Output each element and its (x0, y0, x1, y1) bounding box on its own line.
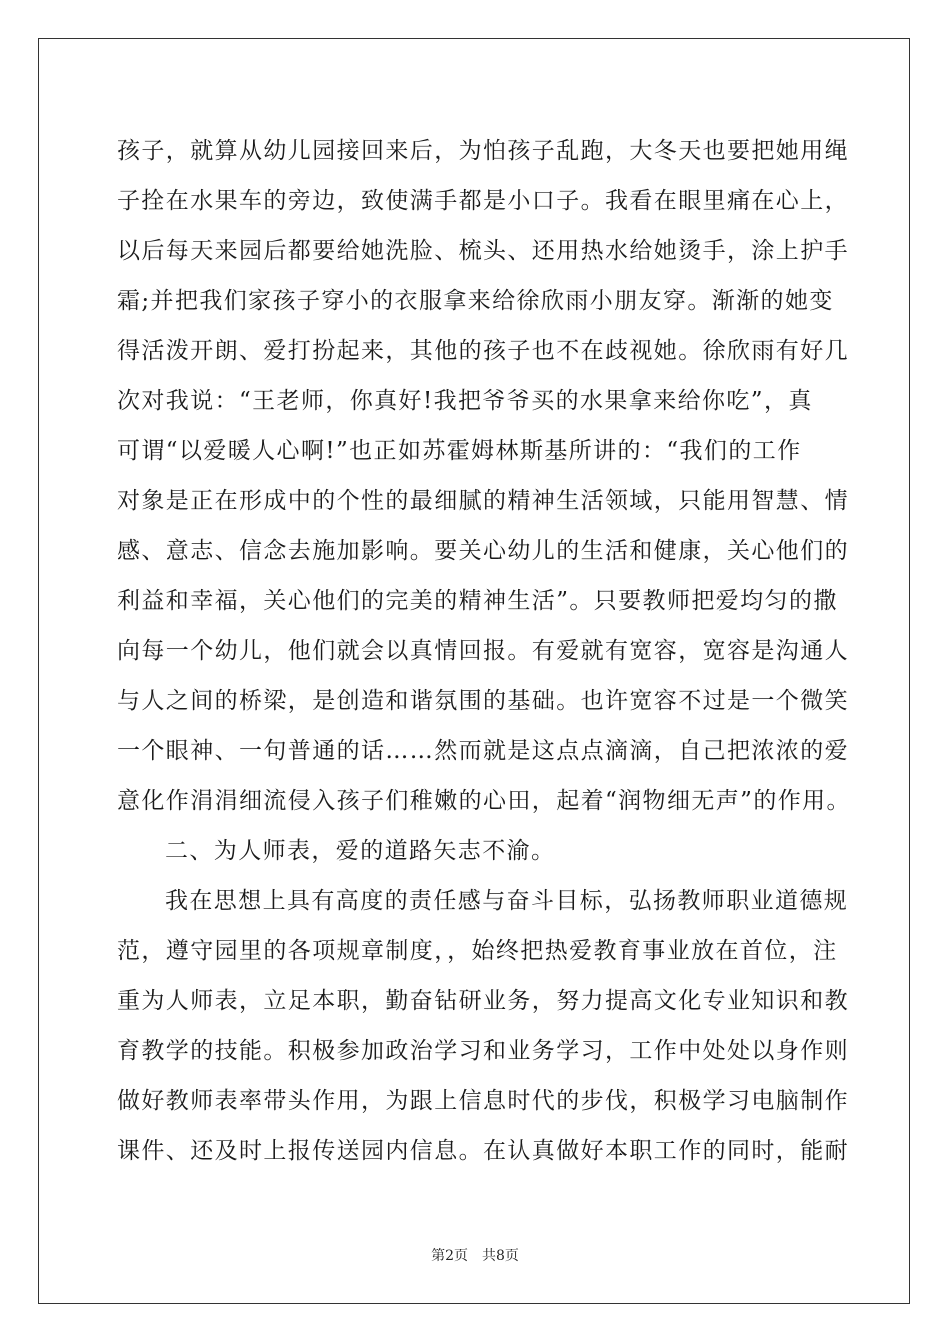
text-line: 得活泼开朗、爱打扮起来，其他的孩子也不在歧视她。徐欣雨有好几 (117, 338, 849, 364)
paragraph-line: 做好教师表率带头作用，为跟上信息时代的步伐，积极学习电脑制作 (117, 1088, 849, 1114)
paragraph-line: 课件、还及时上报传送园内信息。在认真做好本职工作的同时，能耐 (117, 1138, 849, 1164)
text-line: 利益和幸福，关心他们的完美的精神生活”。只要教师把爱均匀的撒 (117, 588, 838, 614)
text-line: 感、意志、信念去施加影响。要关心幼儿的生活和健康，关心他们的 (117, 538, 849, 564)
text-line: 意化作涓涓细流侵入孩子们稚嫩的心田，起着“润物细无声”的作用。 (117, 788, 851, 814)
text-line: 向每一个幼儿，他们就会以真情回报。有爱就有宽容，宽容是沟通人 (117, 638, 849, 664)
paragraph-line: 重为人师表，立足本职，勤奋钻研业务，努力提高文化专业知识和教 (117, 988, 849, 1014)
text-line: 一个眼神、一句普通的话……然而就是这点点滴滴，自己把浓浓的爱 (117, 738, 849, 764)
paragraph-line: 范，遵守园里的各项规章制度，，始终把热爱教育事业放在首位，注 (117, 938, 838, 964)
text-line: 霜;并把我们家孩子穿小的衣服拿来给徐欣雨小朋友穿。渐渐的她变 (117, 288, 834, 314)
paragraph-line: 我在思想上具有高度的责任感与奋斗目标，弘扬教师职业道德规 (165, 888, 849, 914)
text-line: 以后每天来园后都要给她洗脸、梳头、还用热水给她烫手，涂上护手 (117, 238, 849, 264)
text-line: 次对我说：“王老师，你真好!我把爷爷买的水果拿来给你吃”，真 (117, 388, 813, 414)
text-line: 与人之间的桥梁，是创造和谐氛围的基础。也许宽容不过是一个微笑 (117, 688, 849, 714)
text-line: 子拴在水果车的旁边，致使满手都是小口子。我看在眼里痛在心上， (117, 188, 849, 214)
section-heading: 二、为人师表，爱的道路矢志不渝。 (165, 838, 556, 864)
document-body (117, 126, 851, 1176)
page-number-footer: 第2页 共8页 (431, 1248, 519, 1264)
text-line: 可谓“以爱暖人心啊!”也正如苏霍姆林斯基所讲的：“我们的工作 (117, 438, 802, 464)
paragraph-line: 育教学的技能。积极参加政治学习和业务学习，工作中处处以身作则 (117, 1038, 849, 1064)
text-line: 孩子，就算从幼儿园接回来后，为怕孩子乱跑，大冬天也要把她用绳 (117, 138, 849, 164)
text-line: 对象是正在形成中的个性的最细腻的精神生活领域，只能用智慧、情 (117, 488, 849, 514)
